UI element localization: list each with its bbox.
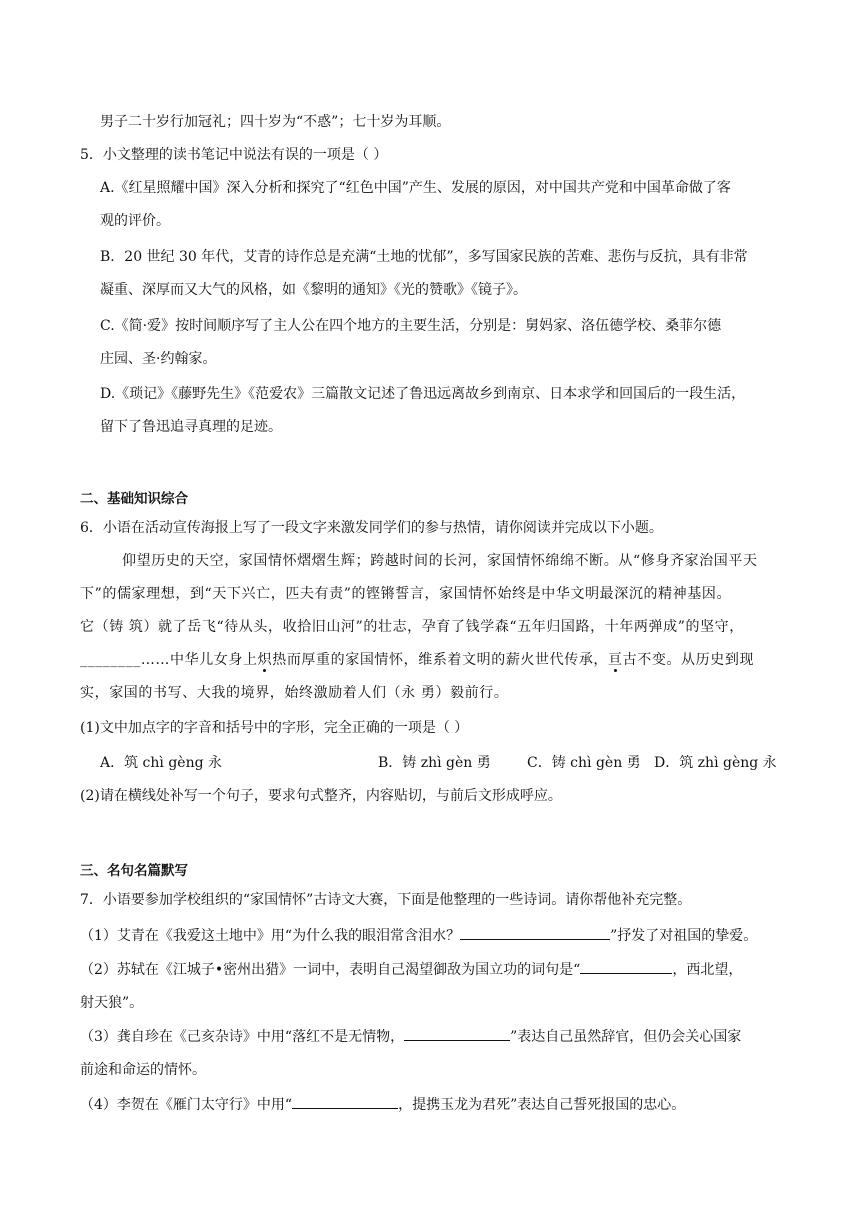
q7-item-3-text-b: ”表达自己虽然辞官，但仍会关心国家 — [510, 1029, 742, 1045]
passage-line-4 — [80, 650, 754, 670]
q7-item-4-blank[interactable] — [292, 1094, 398, 1109]
q7-item-4-text-b: ，提携玉龙为君死”表达自己誓死报国的忠心。 — [398, 1097, 686, 1113]
section-2-title: 二、基础知识综合 — [80, 491, 188, 507]
q5-option-b-line2: 凝重、深厚而又大气的风格，如《黎明的通知》《光的赞歌》《镜子》。 — [100, 282, 527, 298]
q7-item-4-text-a: （4）李贺在《雁门太守行》中用“ — [80, 1097, 293, 1113]
q7-item-2 — [80, 959, 742, 980]
q7-item-1-text-b: ”抒发了对祖国的挚爱。 — [610, 928, 758, 944]
passage-line-5: 实，家国的书写、大我的境界，始终激励着人们（永 勇）毅前行。 — [80, 685, 509, 701]
q7-item-1-blank[interactable] — [460, 925, 610, 940]
passage-line-3: 它（铸 筑）就了岳飞“待从头，收拾旧山河”的壮志，孕育了钱学森“五年归国路，十年两弹成”的坚守， — [80, 619, 744, 635]
passage-line-4-part-a: ……中华儿女身上 — [140, 652, 258, 668]
q6-sub1-option-b[interactable]: B．铸 zhì gèn 勇 — [378, 755, 491, 771]
passage-line-4-part-c: 古不变。从历史到现 — [622, 652, 755, 668]
q6-sub1-stem: (1)文中加点字的字音和括号中的字形，完全正确的一项是（ ） — [80, 720, 469, 736]
q7-item-1-text-a: （1）艾青在《我爱这土地中》用“为什么我的眼泪常含泪水？ — [80, 928, 461, 944]
q5-option-b-line1: B．20 世纪 30 年代，艾青的诗作总是充满“土地的忧郁”，多写国家民族的苦难、悲伤与反抗，具有非常 — [100, 249, 748, 265]
q6-sub2-stem: (2)请在横线处补写一个句子，要求句式整齐，内容贴切，与前后文形成呼应。 — [80, 788, 562, 804]
q5-option-c-line1: C.《简·爱》按时间顺序写了主人公在四个地方的主要生活，分别是：舅妈家、洛伍德学校、桑菲尔德 — [100, 318, 722, 334]
q7-item-2-line2: 射天狼”。 — [80, 995, 144, 1011]
q5-option-a-line2: 观的评价。 — [100, 213, 170, 229]
q6-sub1-option-a[interactable]: A．筑 chì gèng 永 — [100, 755, 223, 771]
passage-line-4-part-b: 热而厚重的家国情怀，维系着文明的薪火世代传承， — [272, 652, 609, 668]
q7-item-3 — [80, 1026, 741, 1047]
dotted-char-chi: 炽 — [257, 652, 273, 668]
q7-item-2-text-a: （2）苏轼在《江城子•密州出猎》一词中，表明自己渴望御敌为国立功的词句是“ — [80, 962, 581, 978]
q6-stem: 6．小语在活动宣传海报上写了一段文字来激发同学们的参与热情，请你阅读并完成以下小题。 — [80, 520, 663, 536]
q7-stem: 7．小语要参加学校组织的“家国情怀”古诗文大赛，下面是他整理的一些诗词。请你帮他补充完整。 — [80, 892, 692, 908]
q7-item-4 — [80, 1094, 685, 1115]
q5-option-d-line2: 留下了鲁迅追寻真理的足迹。 — [100, 419, 282, 435]
q7-item-3-text-a: （3）龚自珍在《己亥杂诗》中用“落红不是无情物， — [80, 1029, 405, 1045]
q5-option-c-line2: 庄园、圣·约翰家。 — [100, 351, 217, 367]
passage-line-2: 下”的儒家理想，到“天下兴亡，匹夫有责”的铿锵誓言，家国情怀始终是中华文明最深沉的精神基因。 — [80, 586, 732, 602]
q6-sub1-option-c[interactable]: C．铸 chì gèn 勇 — [527, 755, 641, 771]
q5-option-d-line1: D.《琐记》《藤野先生》《范爱农》三篇散文记述了鲁迅远离故乡到南京、日本求学和回国后的一段生活， — [100, 386, 746, 402]
q7-item-3-line2: 前途和命运的情怀。 — [80, 1062, 206, 1078]
passage-line-1: 仰望历史的天空，家国情怀熠熠生辉；跨越时间的长河，家国情怀绵绵不断。从“修身齐家治国平天 — [122, 553, 758, 569]
q5-option-a-line1: A.《红星照耀中国》深入分析和探究了“红色中国”产生、发展的原因，对中国共产党和中国革命做了客 — [100, 180, 731, 196]
q4-tail-line: 男子二十岁行加冠礼；四十岁为“不惑”；七十岁为耳顺。 — [100, 114, 451, 130]
q7-item-2-text-b: ，西北望， — [672, 962, 743, 978]
q5-stem: 5．小文整理的读书笔记中说法有误的一项是（ ） — [80, 147, 388, 163]
q7-item-1 — [80, 925, 757, 946]
dotted-char-gen: 亘 — [608, 652, 623, 668]
q6-sub1-option-d[interactable]: D．筑 zhì gèng 永 — [654, 755, 777, 771]
section-3-title: 三、名句名篇默写 — [80, 863, 188, 879]
q7-item-3-blank[interactable] — [404, 1026, 510, 1041]
q7-item-2-blank[interactable] — [580, 959, 672, 974]
passage-blank[interactable]: ________ — [80, 652, 141, 668]
